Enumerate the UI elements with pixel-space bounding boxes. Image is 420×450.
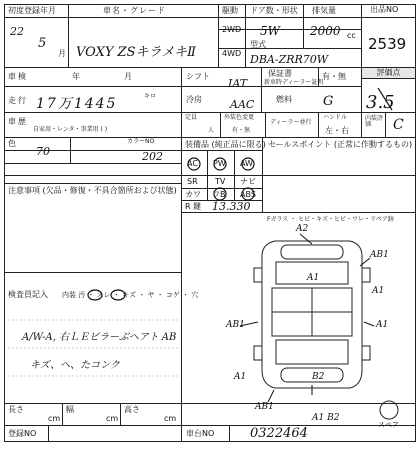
cc-unit: cc [347,31,356,40]
first-reg-label: 初度登録年月 [8,6,56,15]
equipment-title: 装備品 (純正品に限る) [185,140,266,149]
km-unit: キロ [144,93,157,100]
ac-value: AAC [230,98,255,111]
capacity-unit: 人 [208,127,215,134]
shift-value: IAT [228,77,248,90]
mileage-value: 17万1445 [36,96,118,112]
equip-tv: TV [215,177,226,186]
mark-ab1-left: AB1 [226,320,245,330]
r-key-label: R 鍵 [185,202,202,211]
height-cm-unit: cm [164,414,177,423]
equip-leather: カワ [185,190,201,199]
exterior-change-options: 有・無 [232,127,251,134]
interior-value: C [393,117,404,133]
displacement-label: 排気量 [312,6,336,15]
width-label: 幅 [66,405,74,414]
mark-a2-top: A2 [296,224,309,234]
color-label: 色 [8,139,16,148]
usage-label: 車歴 [8,117,28,126]
model-grade-label: 車名・グレード [103,6,166,15]
rating-label: 評価点 [362,68,415,78]
mark-ab1-rear: AB1 [255,402,274,412]
inspector-label: 検査員記入 [8,290,48,299]
glass-label: Fガラス ・ ヒビ・キズ・ヒビ・ワレ・リペア跡 [267,216,394,223]
mark-ab1-right: AB1 [370,250,389,260]
chassis-value: 0322464 [250,426,308,441]
length-cm-unit: cm [48,414,61,423]
model-type-value: DBA-ZRR70W [250,53,329,66]
ac-label: 冷房 [186,95,202,104]
equip-aw: AW [240,159,253,168]
color-no-label: カラーNO [127,138,155,145]
warranty-label: 保証書 [268,69,292,78]
length-label: 長さ [8,405,24,414]
interior-label: 内装評価 [365,115,384,129]
usage-options: 自家用・レンタ・事業用 ( ) [33,126,108,133]
mark-b2-rear: B2 [312,372,325,382]
capacity-label: 定員 [185,114,198,121]
equip-abs: ABS [240,190,256,199]
color-no-value: 202 [142,150,163,163]
car-name-value: VOXY ZSキラメキⅡ [76,45,196,60]
equip-pw: PW [213,159,226,168]
warranty-sub: 新車時ディーラー証明 [264,79,324,86]
equip-ac: AC [187,159,198,168]
color-value: 70 [36,145,50,158]
lot-label: 出品NO [370,5,399,14]
mark-a1-b2-bottom: A1 B2 [312,413,340,423]
lot-number: 2539 [368,35,407,53]
reg-month-value: 5 [38,36,47,51]
inspector-note-2: キズ、ヘ、たコンク [30,360,120,371]
fuel-value: G [323,94,334,109]
inspection-month-unit: 月 [124,72,132,81]
caution-label: 注意事項 (欠品・修復・不具合箇所および状態) [8,186,177,195]
r-key-value: 13.330 [212,200,251,213]
fuel-label: 燃料 [276,95,292,104]
drive-4wd: 4WD [222,49,242,58]
month-unit: 月 [58,49,66,58]
mark-a1-right: A1 [372,286,385,296]
inspection-label: 車検 [8,72,28,81]
mark-a1-rear: A1 [234,372,247,382]
exterior-change-label: 外装色変更 [224,114,255,121]
equip-airbag: ワB [212,190,226,199]
inspector-options: 内装 汚 ・ スレ ・ キズ ・ ヤ ・ コゲ ・ 穴 [62,291,199,299]
height-label: 高さ [124,405,140,414]
mileage-label: 走行 [8,96,28,105]
equip-navi: ナビ [240,177,256,186]
reg-year-value: 22 [10,25,24,38]
doors-shape-label: ドア数・形状 [250,6,298,15]
warranty-options: 有・無 [322,72,346,81]
sales-points-title: セールスポイント (正常に作動するもの) [268,140,413,149]
model-type-label: 型式 [250,40,266,49]
chassis-label: 車台NO [186,429,215,438]
shift-label: シフト [186,72,210,81]
displacement-value: 2000 [310,24,341,38]
mark-a1-mid: A1 [376,320,389,330]
mark-a1-front: A1 [307,273,320,283]
dealer-label: ディーラー並行 [270,119,312,126]
width-cm-unit: cm [106,414,119,423]
drive-label: 駆動 [222,6,238,15]
inspection-year-unit: 年 [72,72,80,81]
rating-value: 3.5 [366,92,395,113]
handle-options: 左・右 [325,126,349,135]
spare-label: スペア [378,421,399,429]
handle-label: ハンドル [323,114,348,121]
equip-sr: SR [187,177,198,186]
reg-no-label: 登録NO [8,429,37,438]
inspector-note-1: A/W-A, 右ＬＥビラーぶヘアト AB [22,332,177,343]
doors-value: 5W [260,24,280,38]
drive-2wd: 2WD [222,25,242,34]
